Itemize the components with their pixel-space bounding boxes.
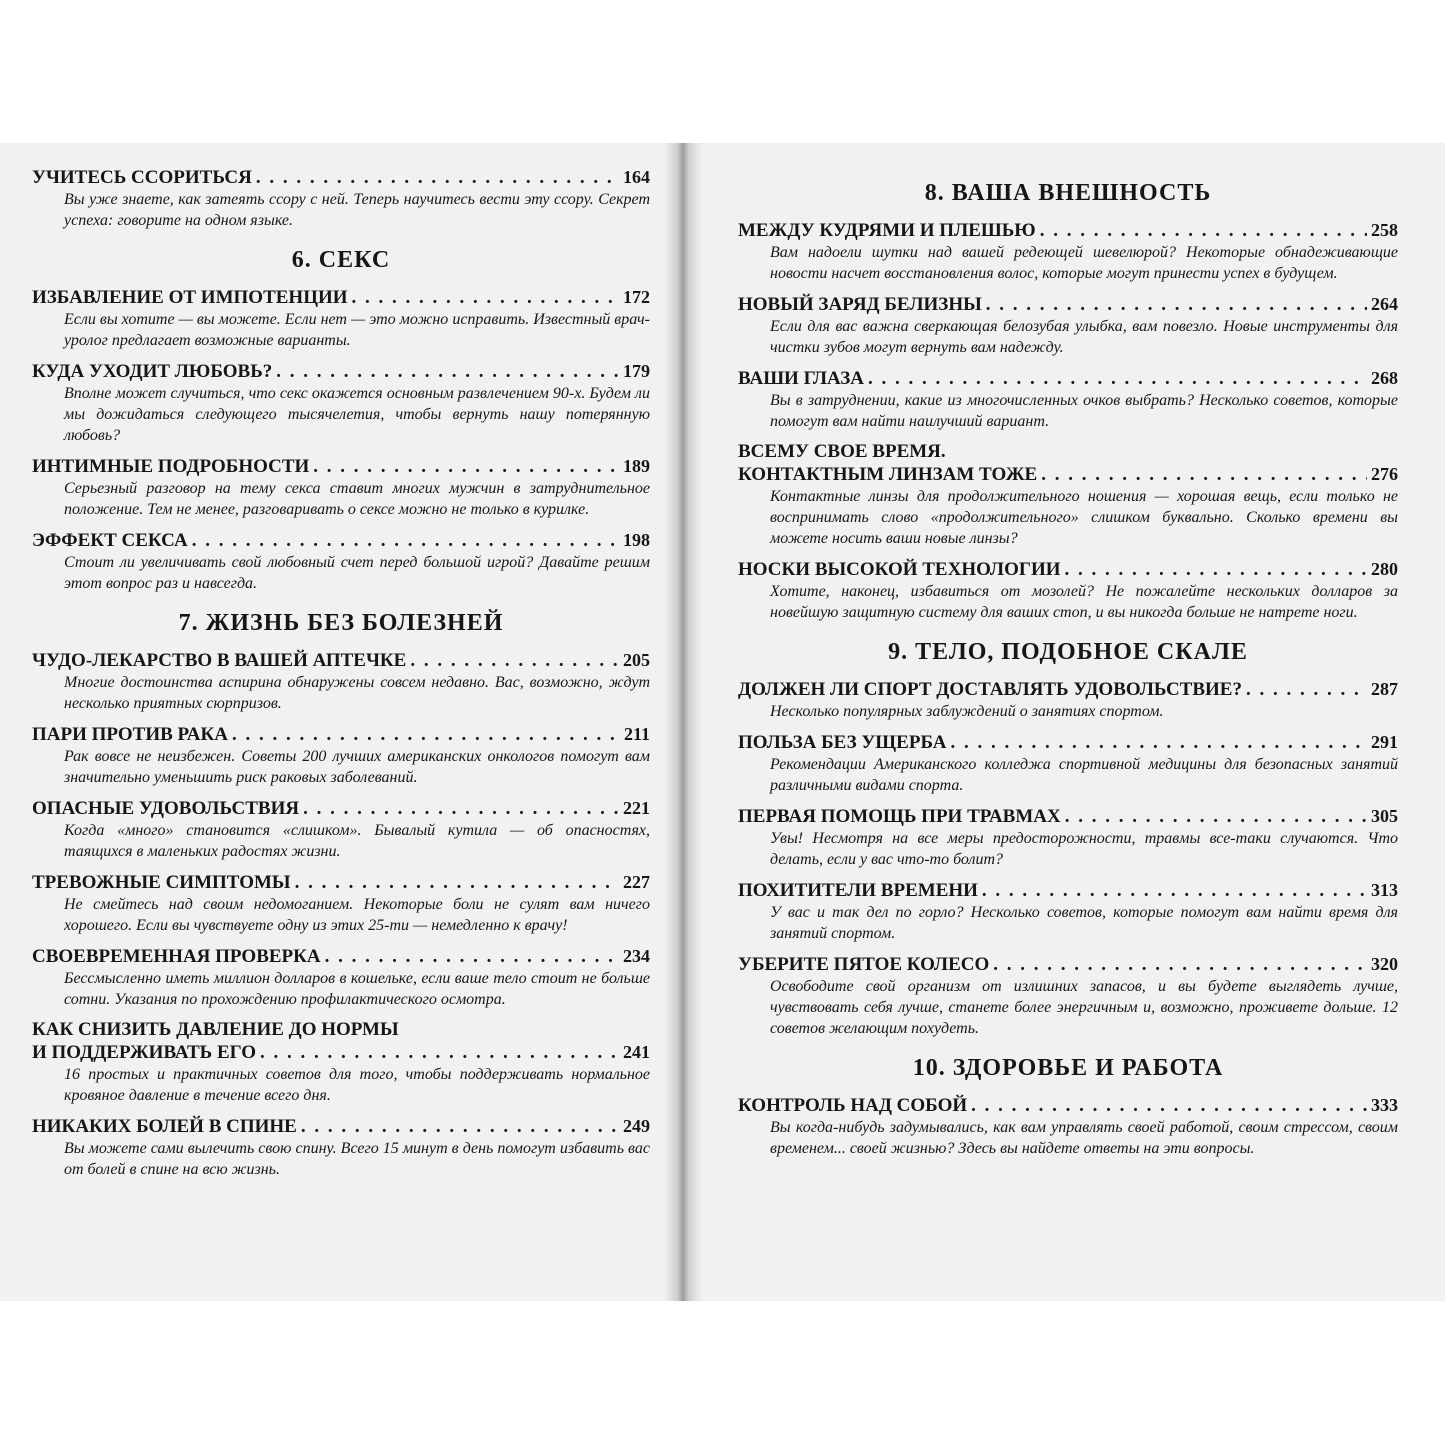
toc-entry-page-number: 211	[623, 724, 650, 744]
toc-entry	[32, 529, 650, 594]
toc-entry	[32, 455, 650, 520]
toc-entry-description: Когда «много» становится «слишком». Бывалый кутила — об опасностях, таящихся в маленьких радостях жизни.	[64, 822, 650, 860]
toc-entry-header	[32, 797, 650, 820]
toc-entry	[32, 166, 650, 231]
right-page	[738, 166, 1398, 1168]
dot-leader	[971, 1095, 1367, 1117]
toc-entry-page-number: 189	[623, 456, 650, 476]
toc-entry-title-line: ВСЕМУ СВОЕ ВРЕМЯ.	[738, 441, 946, 462]
toc-entry-title: ВАШИ ГЛАЗА	[738, 368, 864, 389]
toc-entry-header	[32, 1041, 650, 1064]
toc-entry-header	[738, 219, 1398, 242]
toc-entry-header	[32, 649, 650, 672]
chapter-heading: 8. ВАША ВНЕШНОСТЬ	[924, 180, 1212, 206]
toc-entry-description: Увы! Несмотря на все меры предосторожности, травмы все-таки случаются. Что делать, если у вас что-то болит?	[770, 830, 1398, 868]
chapter-heading: 6. СЕКС	[291, 247, 391, 273]
toc-entry-page-number: 172	[623, 287, 650, 307]
toc-entry-title: ИНТИМНЫЕ ПОДРОБНОСТИ	[32, 456, 310, 477]
toc-entry-title: СВОЕВРЕМЕННАЯ ПРОВЕРКА	[32, 946, 321, 967]
dot-leader	[1065, 559, 1367, 581]
dot-leader	[295, 872, 619, 894]
toc-entry	[32, 1019, 650, 1106]
toc-entry-page-number: 164	[623, 167, 650, 187]
toc-entry	[32, 871, 650, 936]
toc-entry-page-number: 320	[1371, 954, 1398, 974]
toc-entry-header	[32, 455, 650, 478]
dot-leader	[232, 724, 620, 746]
toc-entry-page-number: 205	[623, 650, 650, 670]
dot-leader	[256, 167, 619, 189]
toc-entry-page-number: 221	[623, 798, 650, 818]
toc-entry-page-number: 249	[623, 1116, 650, 1136]
toc-entry	[738, 558, 1398, 623]
toc-entry-page-number: 305	[1371, 806, 1398, 826]
dot-leader	[303, 798, 619, 820]
toc-entry-title: КОНТРОЛЬ НАД СОБОЙ	[738, 1095, 968, 1116]
toc-entry-title: ПОХИТИТЕЛИ ВРЕМЕНИ	[738, 880, 978, 901]
toc-entry-title-line: КАК СНИЗИТЬ ДАВЛЕНИЕ ДО НОРМЫ	[32, 1019, 399, 1040]
toc-entry-description: 16 простых и практичных советов для того, чтобы поддерживать нормальное кровяное давление в течение всего дня.	[64, 1066, 650, 1104]
toc-entry-title: УБЕРИТЕ ПЯТОЕ КОЛЕСО	[738, 954, 990, 975]
toc-entry-title: ПОЛЬЗА БЕЗ УЩЕРБА	[738, 732, 947, 753]
toc-entry-description: Многие достоинства аспирина обнаружены совсем недавно. Вас, возможно, ждут несколько приятных сюрпризов.	[64, 674, 650, 712]
chapter-heading: 7. ЖИЗНЬ БЕЗ БОЛЕЗНЕЙ	[178, 610, 504, 636]
toc-entry	[32, 797, 650, 862]
toc-entry	[32, 649, 650, 714]
toc-entry-header	[32, 529, 650, 552]
toc-entry-description: Несколько популярных заблуждений о занятиях спортом.	[770, 703, 1164, 720]
dot-leader	[868, 368, 1367, 390]
dot-leader	[325, 946, 619, 968]
toc-entry-description: Вы в затруднении, какие из многочисленных очков выбрать? Несколько советов, которые помогут вам найти наилучший вариант.	[770, 392, 1398, 430]
toc-entry-header	[738, 731, 1398, 754]
dot-leader	[982, 880, 1367, 902]
dot-leader	[1040, 220, 1367, 242]
toc-entry-description: Рекомендации Американского колледжа спортивной медицины для безопасных занятий различными видами спорта.	[770, 756, 1398, 794]
toc-entry	[738, 731, 1398, 796]
toc-entry-description: Вам надоели шутки над вашей редеющей шевелюрой? Некоторые обнадеживающие новости насчет восстановления волос, которые могут принести успех в будущем.	[770, 244, 1398, 282]
toc-entry-description: Вы можете сами вылечить свою спину. Всего 15 минут в день помогут избавить вас от болей в спине на всю жизнь.	[64, 1140, 650, 1178]
toc-entry-description: Бессмысленно иметь миллион долларов в кошельке, если ваше тело стоит не больше сотни. Указания по прохождению профилактического осмотра.	[64, 970, 650, 1008]
dot-leader	[950, 732, 1367, 754]
toc-entry	[32, 723, 650, 788]
toc-entry-header	[32, 166, 650, 189]
toc-entry-header	[738, 367, 1398, 390]
toc-entry-description: Серьезный разговор на тему секса ставит многих мужчин в затруднительное положение. Тем не менее, разговаривать о сексе можно не только в курилке.	[64, 480, 650, 518]
toc-entry-title: ОПАСНЫЕ УДОВОЛЬСТВИЯ	[32, 798, 300, 819]
toc-entry-header	[738, 678, 1398, 701]
toc-entry	[738, 367, 1398, 432]
toc-entry-description: Освободите свой организм от излишних запасов, и вы будете выглядеть лучше, чувствовать себя лучше, станете более энергичным и, возможно, проживете дольше. 12 советов желающим похудеть.	[770, 978, 1398, 1037]
toc-entry	[738, 678, 1398, 722]
toc-entry-page-number: 280	[1371, 559, 1398, 579]
toc-entry	[32, 286, 650, 351]
toc-entry	[32, 1115, 650, 1180]
dot-leader	[986, 294, 1367, 316]
toc-entry-title: ДОЛЖЕН ЛИ СПОРТ ДОСТАВЛЯТЬ УДОВОЛЬСТВИЕ?	[738, 679, 1242, 700]
toc-entry	[738, 219, 1398, 284]
toc-entry-header	[738, 463, 1398, 486]
toc-entry-description: Вполне может случиться, что секс окажется основным развлечением 90-х. Будем ли мы дожидаться следующего тысячелетия, чтобы вернуть нашу потерянную любовь?	[64, 385, 650, 444]
toc-entry-title: КУДА УХОДИТ ЛЮБОВЬ?	[32, 361, 273, 382]
toc-entry	[738, 805, 1398, 870]
chapter-heading: 10. ЗДОРОВЬЕ И РАБОТА	[912, 1055, 1224, 1081]
dot-leader	[260, 1042, 619, 1064]
toc-entry-header	[32, 360, 650, 383]
toc-entry-header	[32, 945, 650, 968]
toc-entry-header	[738, 879, 1398, 902]
toc-entry-title: МЕЖДУ КУДРЯМИ И ПЛЕШЬЮ	[738, 220, 1036, 241]
dot-leader	[192, 530, 619, 552]
toc-entry-header	[738, 293, 1398, 316]
dot-leader	[1041, 464, 1367, 486]
toc-entry-header	[738, 1094, 1398, 1117]
toc-entry-page-number: 258	[1371, 220, 1398, 240]
toc-entry-page-number: 234	[623, 946, 650, 966]
toc-entry-header	[738, 558, 1398, 581]
toc-entry-description: Рак вовсе не неизбежен. Советы 200 лучших американских онкологов помогут вам значительно уменьшить риск раковых заболеваний.	[64, 748, 650, 786]
toc-entry-description: Хотите, наконец, избавиться от мозолей? Не пожалейте нескольких долларов за новейшую защитную систему для ваших стоп, и вы никогда больше не натрете ноги.	[770, 583, 1398, 621]
toc-entry-title: ПЕРВАЯ ПОМОЩЬ ПРИ ТРАВМАХ	[738, 806, 1061, 827]
toc-entry	[738, 441, 1398, 549]
toc-entry-title: КОНТАКТНЫМ ЛИНЗАМ ТОЖЕ	[738, 464, 1038, 485]
toc-entry-title: И ПОДДЕРЖИВАТЬ ЕГО	[32, 1042, 257, 1063]
toc-entry-description: Если вы хотите — вы можете. Если нет — это можно исправить. Известный врач-уролог предлагает возможные варианты.	[64, 311, 650, 349]
toc-entry-title: НОСКИ ВЫСОКОЙ ТЕХНОЛОГИИ	[738, 559, 1061, 580]
toc-entry-page-number: 313	[1371, 880, 1398, 900]
dot-leader	[301, 1116, 619, 1138]
toc-entry-description: У вас и так дел по горло? Несколько советов, которые помогут вам найти время для занятий спортом.	[770, 904, 1398, 942]
dot-leader	[410, 650, 619, 672]
toc-entry	[738, 1094, 1398, 1159]
toc-entry-page-number: 179	[623, 361, 650, 381]
toc-entry-page-number: 276	[1371, 464, 1398, 484]
toc-entry-title: ЧУДО-ЛЕКАРСТВО В ВАШЕЙ АПТЕЧКЕ	[32, 650, 407, 671]
toc-entry	[738, 293, 1398, 358]
toc-entry-header	[738, 953, 1398, 976]
toc-entry-description: Вы когда-нибудь задумывались, как вам управлять своей работой, своим стрессом, своим временем... своей жизнью? Здесь вы найдете ответы на эти вопросы.	[770, 1119, 1398, 1157]
dot-leader	[1246, 679, 1367, 701]
toc-entry-page-number: 241	[623, 1042, 650, 1062]
toc-entry-header	[32, 723, 650, 746]
toc-entry	[738, 879, 1398, 944]
toc-entry-page-number: 198	[623, 530, 650, 550]
toc-entry-page-number: 268	[1371, 368, 1398, 388]
dot-leader	[276, 361, 619, 383]
toc-entry-page-number: 333	[1371, 1095, 1398, 1115]
dot-leader	[993, 954, 1367, 976]
book-gutter	[664, 143, 702, 1301]
toc-entry-description: Если для вас важна сверкающая белозубая улыбка, вам повезло. Новые инструменты для чистки зубов могут вернуть вам надежду.	[770, 318, 1398, 356]
toc-entry	[738, 953, 1398, 1039]
toc-entry-page-number: 264	[1371, 294, 1398, 314]
dot-leader	[352, 287, 619, 309]
toc-entry-page-number: 291	[1371, 732, 1398, 752]
toc-entry-header	[738, 805, 1398, 828]
left-page	[32, 166, 650, 1189]
toc-entry	[32, 360, 650, 446]
toc-entry-header	[32, 871, 650, 894]
toc-entry-description: Не смейтесь над своим недомоганием. Некоторые боли не сулят вам ничего хорошего. Если вы чувствуете одну из этих 25-ти — немедленно к врачу!	[64, 896, 650, 934]
toc-entry-description: Контактные линзы для продолжительного ношения — хорошая вещь, если только не воспринимать слово «продолжительного» слишком буквально. Сколько времени вы можете носить ваши новые линзы?	[770, 488, 1398, 547]
toc-entry	[32, 945, 650, 1010]
dot-leader	[313, 456, 619, 478]
toc-entry-page-number: 227	[623, 872, 650, 892]
dot-leader	[1065, 806, 1367, 828]
toc-entry-title: ИЗБАВЛЕНИЕ ОТ ИМПОТЕНЦИИ	[32, 287, 348, 308]
toc-entry-title: ЭФФЕКТ СЕКСА	[32, 530, 188, 551]
toc-entry-description: Стоит ли увеличивать свой любовный счет перед большой игрой? Давайте решим этот вопрос раз и навсегда.	[64, 554, 650, 592]
toc-entry-title: ТРЕВОЖНЫЕ СИМПТОМЫ	[32, 872, 291, 893]
toc-entry-description: Вы уже знаете, как затеять ссору с ней. Теперь научитесь вести эту ссору. Секрет успеха: говорите на одном языке.	[64, 191, 650, 229]
toc-entry-header	[32, 286, 650, 309]
chapter-heading: 9. ТЕЛО, ПОДОБНОЕ СКАЛЕ	[888, 639, 1248, 665]
toc-entry-title: НИКАКИХ БОЛЕЙ В СПИНЕ	[32, 1116, 297, 1137]
toc-entry-title: НОВЫЙ ЗАРЯД БЕЛИЗНЫ	[738, 294, 982, 315]
toc-entry-title: УЧИТЕСЬ ССОРИТЬСЯ	[32, 167, 252, 188]
toc-entry-title: ПАРИ ПРОТИВ РАКА	[32, 724, 228, 745]
toc-entry-page-number: 287	[1371, 679, 1398, 699]
toc-entry-header	[32, 1115, 650, 1138]
